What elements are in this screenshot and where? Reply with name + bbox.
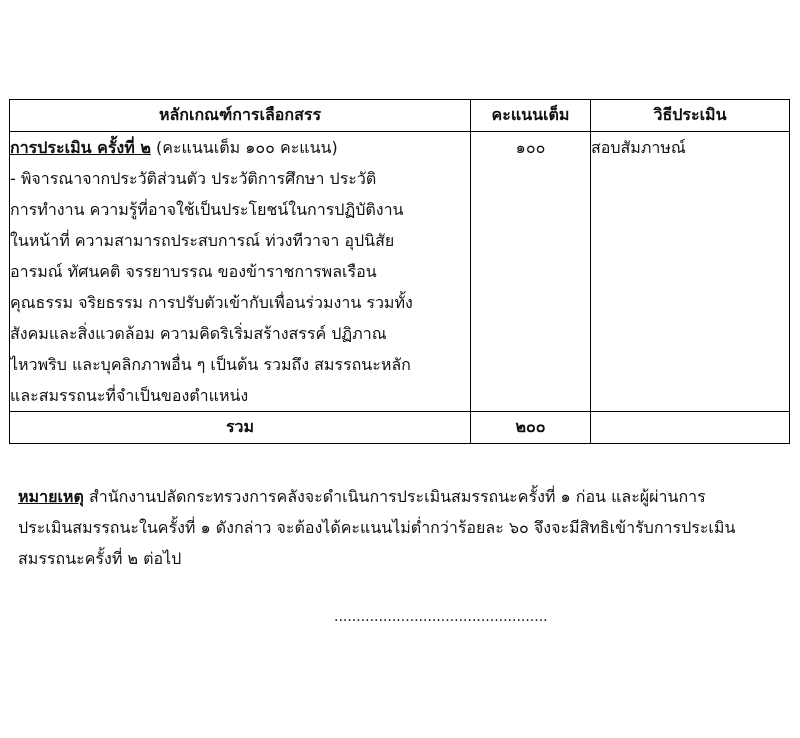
criteria-line: การทำงาน ความรู้ที่อาจใช้เป็นประโยชน์ในการปฏิบัติงาน bbox=[10, 200, 404, 219]
end-dots: ................................................ bbox=[334, 609, 548, 625]
criteria-line: - พิจารณาจากประวัติส่วนตัว ประวัติการศึกษา ประวัติ bbox=[10, 169, 377, 188]
criteria-line: คุณธรรม จริยธรรม การปรับตัวเข้ากับเพื่อนร่วมงาน รวมทั้ง bbox=[10, 293, 413, 312]
header-method: วิธีประเมิน bbox=[591, 100, 790, 132]
assessment-heading-title: การประเมิน ครั้งที่ ๒ bbox=[10, 138, 151, 157]
table-header-row bbox=[10, 100, 790, 132]
total-score: ๒๐๐ bbox=[471, 412, 591, 444]
criteria-line: อารมณ์ ทัศนคติ จรรยาบรรณ ของข้าราชการพลเรือน bbox=[10, 262, 377, 281]
header-criteria: หลักเกณฑ์การเลือกสรร bbox=[10, 100, 471, 132]
criteria-line: ในหน้าที่ ความสามารถประสบการณ์ ท่วงทีวาจา อุปนิสัย bbox=[10, 231, 395, 250]
method-cell: สอบสัมภาษณ์ bbox=[591, 132, 790, 412]
note-line: ประเมินสมรรถนะในครั้งที่ ๑ ดังกล่าว จะต้องได้คะแนนไม่ต่ำกว่าร้อยละ ๖๐ จึงจะมีสิทธิเข้ารับการประเมิน bbox=[18, 518, 736, 537]
criteria-line: และสมรรถนะที่จำเป็นของตำแหน่ง bbox=[10, 386, 249, 405]
total-label: รวม bbox=[10, 412, 471, 444]
criteria-line: สังคมและสิ่งแวดล้อม ความคิดริเริ่มสร้างสรรค์ ปฏิภาณ bbox=[10, 324, 387, 343]
assessment-heading-score: (คะแนนเต็ม ๑๐๐ คะแนน) bbox=[150, 138, 338, 157]
total-method-empty bbox=[591, 412, 790, 444]
note-paragraph bbox=[18, 481, 793, 574]
note-line: สมรรถนะครั้งที่ ๒ ต่อไป bbox=[18, 549, 182, 568]
note-label: หมายเหตุ bbox=[18, 487, 84, 506]
criteria-cell bbox=[10, 132, 471, 412]
note-text: สำนักงานปลัดกระทรวงการคลังจะดำเนินการประเมินสมรรถนะครั้งที่ ๑ ก่อน และผู้ผ่านการ bbox=[83, 487, 706, 506]
criteria-line: ไหวพริบ และบุคลิกภาพอื่น ๆ เป็นต้น รวมถึง สมรรถนะหลัก bbox=[10, 355, 411, 374]
total-row bbox=[10, 412, 790, 444]
note-line bbox=[18, 481, 793, 512]
criteria-table bbox=[9, 99, 790, 444]
full-score-cell: ๑๐๐ bbox=[471, 132, 591, 412]
header-full-score: คะแนนเต็ม bbox=[471, 100, 591, 132]
table-row bbox=[10, 132, 790, 412]
assessment-heading bbox=[10, 132, 470, 163]
